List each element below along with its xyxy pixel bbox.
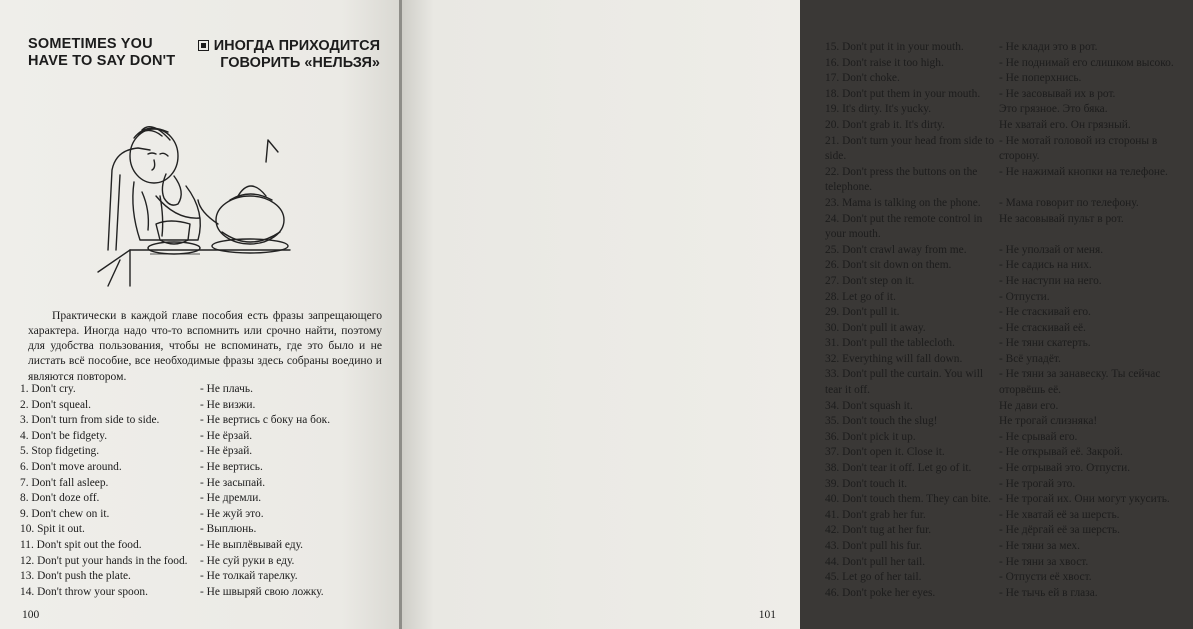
phrase-english: 2. Don't squeal. [20,398,92,411]
phrase-row [825,305,1193,321]
phrase-english: 4. Don't be fidgety. [20,429,108,442]
phrase-english: 10. Spit it out. [20,523,85,536]
phrase-russian: - Не открывай её. Закрой. [999,446,1123,459]
right-page [402,0,1174,629]
phrase-row [825,274,1193,290]
phrase-russian: - Не суй руки в еду. [200,554,295,567]
page-number-right: 101 [758,609,776,621]
phrase-english: 33. Don't pull the curtain. You will tear it off. [825,368,984,397]
phrase-english: 27. Don't step on it. [825,274,915,287]
phrase-row [825,399,1193,415]
phrase-row [825,570,1193,586]
phrase-russian: - Не трогай это. [999,477,1076,490]
phrase-row [20,429,392,445]
phrase-english: 13. Don't push the plate. [20,570,131,583]
phrase-russian: Это грязное. Это бяка. [999,103,1108,116]
phrase-english: 14. Don't throw your spoon. [20,585,148,598]
phrase-row [825,102,1193,118]
phrase-russian: - Не ёрзай. [200,445,253,458]
phrase-english: 29. Don't pull it. [825,306,900,319]
phrase-row [825,430,1193,446]
phrase-english: 20. Don't grab it. It's dirty. [825,118,945,131]
phrase-row [825,586,1193,602]
phrase-russian: - Не плачь. [200,383,253,395]
phrase-english: 12. Don't put your hands in the food. [20,554,188,567]
phrase-russian: - Не вертись. [200,460,263,473]
phrase-english: 19. It's dirty. It's yucky. [825,103,932,116]
phrase-russian: - Не толкай тарелку. [200,570,298,583]
phrase-russian: - Не клади это в рот. [999,41,1098,53]
phrase-russian: - Не трогай их. Они могут укусить. [999,493,1170,506]
phrase-row [825,243,1193,259]
heading-russian: ИНОГДА ПРИХОДИТСЯ ГОВОРИТЬ «НЕЛЬЗЯ» [213,38,380,71]
phrase-english: 3. Don't turn from side to side. [20,414,160,427]
phrase-russian: - Не выплёвывай еду. [200,538,303,551]
phrase-list-left [20,382,392,600]
phrase-row [20,444,392,460]
phrase-english: 38. Don't tear it off. Let go of it. [825,462,972,475]
phrase-row [825,196,1193,212]
phrase-english: 32. Everything will fall down. [825,352,963,365]
phrase-row [825,508,1193,524]
phrase-russian: - Не садись на них. [999,259,1092,272]
phrase-row [825,445,1193,461]
phrase-english: 7. Don't fall asleep. [20,476,109,489]
phrase-english: 16. Don't raise it too high. [825,56,944,69]
phrase-row [825,165,1193,196]
phrase-russian: - Не засовывай их в рот. [999,87,1116,100]
phrase-russian: - Не нажимай кнопки на телефоне. [999,165,1168,178]
phrase-russian: - Не срывай его. [999,430,1078,443]
phrase-english: 36. Don't pick it up. [825,430,916,443]
phrase-english: 18. Don't put them in your mouth. [825,87,981,100]
phrase-english: 21. Don't turn your head from side to side. [825,134,995,163]
phrase-russian: - Не стаскивай её. [999,321,1086,334]
phrase-row [825,134,1193,165]
phrase-row [825,71,1193,87]
phrase-row [825,87,1193,103]
phrase-russian: - Не стаскивай его. [999,306,1091,319]
phrase-english: 11. Don't spit out the food. [20,538,142,551]
intro-text: Практически в каждой главе пособия есть фразы запрещающего характера. Иногда надо что-то вспомнить или срочно найти, поэтому для удобства пользования, чтобы не вспоминать, где это было и не листать всё пособие, все необходимые фразы здесь собраны воедино и являются повтором. [28,308,382,383]
phrase-row [20,585,392,601]
heading-square-icon [198,40,209,51]
phrase-english: 8. Don't doze off. [20,492,100,505]
phrase-english: 24. Don't put the remote control in your mouth. [825,212,983,241]
phrase-russian: - Не дремли. [200,492,262,505]
phrase-row [20,507,392,523]
phrase-english: 46. Don't poke her eyes. [825,586,936,599]
phrase-row [20,413,392,429]
phrase-row [825,523,1193,539]
child-eating-illustration [90,100,300,290]
phrase-row [20,491,392,507]
phrase-russian: - Не наступи на него. [999,274,1102,287]
phrase-row [20,460,392,476]
phrase-row [20,554,392,570]
phrase-russian: - Всё упадёт. [999,352,1061,365]
phrase-russian: - Не жуй это. [200,507,264,520]
phrase-row [825,367,1193,398]
phrase-row [20,476,392,492]
phrase-row [20,538,392,554]
phrase-row [825,258,1193,274]
phrase-english: 23. Mama is talking on the phone. [825,196,981,209]
phrase-english: 15. Don't put it in your mouth. [825,41,964,53]
heading-english: SOMETIMES YOU HAVE TO SAY DON'T [28,36,176,69]
phrase-russian: - Не поднимай его слишком высоко. [999,56,1174,69]
phrase-row [825,118,1193,134]
phrase-row [20,522,392,538]
phrase-russian: - Не тяни за хвост. [999,555,1089,568]
phrase-russian: - Не отрывай это. Отпусти. [999,462,1131,475]
phrase-row [825,352,1193,368]
phrase-russian: - Не мотай головой из стороны в сторону. [999,134,1158,163]
phrase-english: 1. Don't cry. [20,383,76,395]
phrase-row [20,569,392,585]
intro-paragraph [28,308,382,384]
phrase-russian: - Не тычь ей в глаза. [999,586,1098,599]
phrase-row [825,40,1193,56]
phrase-russian: - Не тяни скатерть. [999,337,1091,350]
phrase-row [825,492,1193,508]
phrase-row [825,56,1193,72]
phrase-row [825,461,1193,477]
phrase-english: 39. Don't touch it. [825,477,908,490]
phrase-row [825,555,1193,571]
phrase-row [825,539,1193,555]
phrase-russian: Не засовывай пульт в рот. [999,212,1124,225]
phrase-english: 31. Don't pull the tablecloth. [825,337,955,350]
phrase-english: 5. Stop fidgeting. [20,445,100,458]
phrase-row [825,414,1193,430]
phrase-russian: - Не швыряй свою ложку. [200,585,324,598]
phrase-english: 17. Don't choke. [825,72,900,85]
phrase-russian: Не хватай его. Он грязный. [999,118,1131,131]
phrase-russian: - Не хватай её за шерсть. [999,508,1120,521]
phrase-row [825,212,1193,243]
phrase-russian: - Не уползай от меня. [999,243,1104,256]
phrase-english: 6. Don't move around. [20,460,122,473]
phrase-russian: - Не ёрзай. [200,429,253,442]
phrase-english: 28. Let go of it. [825,290,896,303]
phrase-list-right [825,40,1193,601]
phrase-russian: - Мама говорит по телефону. [999,196,1139,209]
phrase-russian: - Не визжи. [200,398,256,411]
phrase-english: 26. Don't sit down on them. [825,259,952,272]
phrase-english: 43. Don't pull his fur. [825,540,922,552]
phrase-english: 37. Don't open it. Close it. [825,446,945,459]
phrase-russian: - Не вертись с боку на бок. [200,414,331,427]
phrase-english: 35. Don't touch the slug! [825,415,938,428]
phrase-english: 34. Don't squash it. [825,399,913,412]
phrase-english: 30. Don't pull it away. [825,321,926,334]
phrase-russian: Не трогай слизняка! [999,415,1098,428]
phrase-row [825,477,1193,493]
phrase-row [20,398,392,414]
phrase-russian: - Выплюнь. [200,523,257,536]
phrase-english: 40. Don't touch them. They can bite. [825,493,992,506]
phrase-row [825,290,1193,306]
phrase-row [825,336,1193,352]
page-number-left: 100 [22,609,40,621]
phrase-russian: - Не тяни за занавеску. Ты сейчас оторвёшь её. [999,368,1161,397]
phrase-russian: - Не тяни за мех. [999,540,1080,552]
phrase-russian: - Отпусти её хвост. [999,571,1092,584]
phrase-english: 44. Don't pull her tail. [825,555,926,568]
phrase-english: 25. Don't crawl away from me. [825,243,967,256]
phrase-english: 41. Don't grab her fur. [825,508,926,521]
phrase-russian: - Не дёргай её за шерсть. [999,524,1120,537]
left-page [0,0,402,629]
phrase-row [20,382,392,398]
phrase-russian: - Не засыпай. [200,476,266,489]
phrase-russian: - Не поперхнись. [999,72,1082,85]
phrase-english: 42. Don't tug at her fur. [825,524,932,537]
phrase-english: 22. Don't press the buttons on the telephone. [825,165,978,194]
phrase-row [825,321,1193,337]
phrase-russian: Не дави его. [999,399,1059,412]
phrase-english: 45. Let go of her tail. [825,571,922,584]
phrase-russian: - Отпусти. [999,290,1050,303]
phrase-english: 9. Don't chew on it. [20,507,110,520]
